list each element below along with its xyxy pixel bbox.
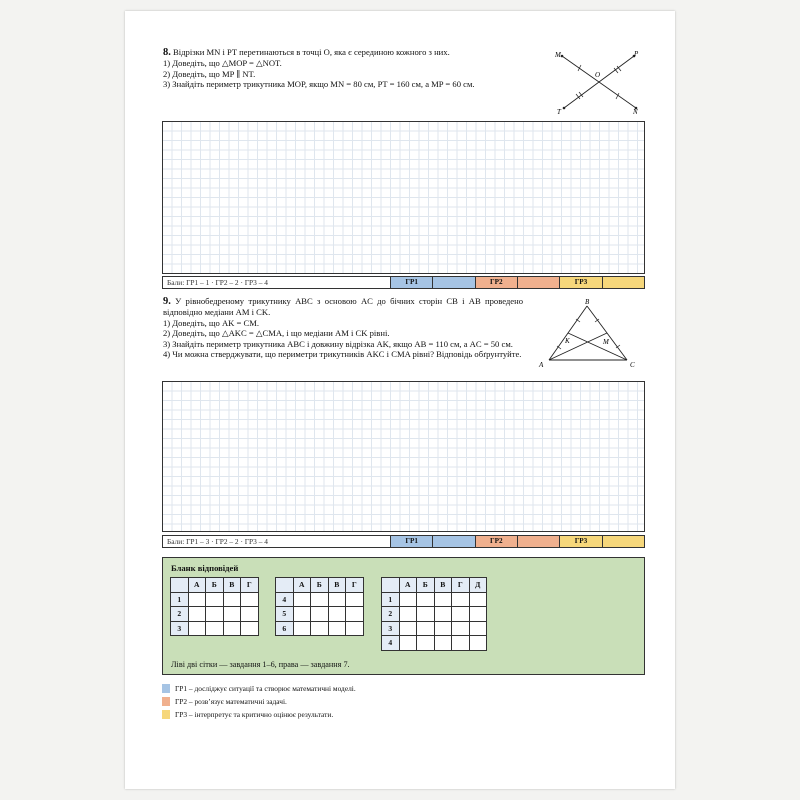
option-header: А bbox=[188, 578, 206, 593]
legend-swatch bbox=[162, 710, 170, 719]
legend-text: ГР1 – досліджує ситуації та створює математичні моделі. bbox=[175, 684, 356, 693]
answer-checkbox-cell[interactable] bbox=[452, 636, 470, 651]
answer-checkbox-cell[interactable] bbox=[328, 592, 346, 607]
question-number: 6 bbox=[276, 621, 294, 636]
task-9-intro: У рівнобедреному трикутнику ABC з основою AC до бічних сторін CB і AB проведено відповідно медіани AM і CK. bbox=[163, 296, 523, 318]
question-number: 1 bbox=[382, 592, 400, 607]
legend-swatch bbox=[162, 697, 170, 706]
answer-checkbox-cell[interactable] bbox=[469, 607, 487, 622]
option-header: Г bbox=[241, 578, 259, 593]
answer-checkbox-cell[interactable] bbox=[399, 592, 417, 607]
fig8-label-n: N bbox=[633, 108, 638, 116]
fig9-label-b: B bbox=[585, 298, 590, 306]
answer-checkbox-cell[interactable] bbox=[346, 607, 364, 622]
question-number: 3 bbox=[382, 621, 400, 636]
task-8-number: 8. bbox=[163, 47, 171, 58]
answer-checkbox-cell[interactable] bbox=[293, 592, 311, 607]
question-number: 2 bbox=[382, 607, 400, 622]
answer-checkbox-cell[interactable] bbox=[417, 607, 435, 622]
answer-checkbox-cell[interactable] bbox=[346, 592, 364, 607]
answer-checkbox-cell[interactable] bbox=[311, 592, 329, 607]
answer-checkbox-cell[interactable] bbox=[188, 621, 206, 636]
answer-checkbox-cell[interactable] bbox=[469, 621, 487, 636]
answer-checkbox-cell[interactable] bbox=[452, 621, 470, 636]
option-header: Б bbox=[206, 578, 224, 593]
question-number: 3 bbox=[171, 621, 189, 636]
question-number: 1 bbox=[171, 592, 189, 607]
option-header: В bbox=[223, 578, 241, 593]
option-header: А bbox=[293, 578, 311, 593]
task-9-question-3: 3) Знайдіть периметр трикутника ABC і довжину відрізка AK, якщо AB = 110 см, а AC = 50 см. bbox=[163, 338, 513, 349]
answer-checkbox-cell[interactable] bbox=[241, 607, 259, 622]
option-header: В bbox=[328, 578, 346, 593]
task-9-gr2-score[interactable] bbox=[518, 536, 560, 547]
fig9-label-k: K bbox=[565, 337, 570, 345]
answer-checkbox-cell[interactable] bbox=[206, 607, 224, 622]
task-9-gr3-score[interactable] bbox=[603, 536, 644, 547]
task-8-question-2: 2) Доведіть, що MP ∥ NT. bbox=[163, 68, 256, 79]
answer-checkbox-cell[interactable] bbox=[434, 636, 452, 651]
table-corner-cell bbox=[171, 578, 189, 593]
legend-swatch bbox=[162, 684, 170, 693]
answer-checkbox-cell[interactable] bbox=[399, 621, 417, 636]
fig8-label-m: M bbox=[555, 51, 561, 59]
task-8-score-bar bbox=[162, 276, 645, 289]
task-9-gr1-cell[interactable]: ГР1 bbox=[391, 536, 433, 547]
answer-checkbox-cell[interactable] bbox=[188, 592, 206, 607]
legend-item bbox=[162, 697, 287, 706]
fig9-label-a: A bbox=[539, 361, 544, 369]
fig8-label-p: P bbox=[634, 50, 639, 58]
answer-table-3 bbox=[381, 577, 487, 651]
answer-checkbox-cell[interactable] bbox=[311, 607, 329, 622]
task-8-gr2-cell[interactable]: ГР2 bbox=[476, 277, 518, 288]
answer-table-2 bbox=[275, 577, 364, 636]
task-9-question-4: 4) Чи можна стверджувати, що периметри трикутників AKC і CMA рівні? Відповідь обґрунтуйте. bbox=[163, 349, 522, 360]
answer-checkbox-cell[interactable] bbox=[328, 621, 346, 636]
task-8-score-label: Бали: ГР1 – 1 · ГР2 – 2 · ГР3 – 4 bbox=[163, 277, 391, 288]
task-9 bbox=[163, 296, 523, 359]
task-9-score-bar bbox=[162, 535, 645, 548]
task-9-question-1: 1) Доведіть, що AK = CM. bbox=[163, 317, 260, 328]
task-8-gr3-score[interactable] bbox=[603, 277, 644, 288]
answer-checkbox-cell[interactable] bbox=[417, 592, 435, 607]
fig8-label-t: T bbox=[557, 108, 561, 116]
answer-checkbox-cell[interactable] bbox=[469, 592, 487, 607]
task-8-gr3-cell[interactable]: ГР3 bbox=[560, 277, 602, 288]
task-9-figure bbox=[535, 296, 645, 374]
answer-checkbox-cell[interactable] bbox=[223, 592, 241, 607]
answer-checkbox-cell[interactable] bbox=[417, 636, 435, 651]
answer-checkbox-cell[interactable] bbox=[223, 621, 241, 636]
answer-checkbox-cell[interactable] bbox=[469, 636, 487, 651]
answer-checkbox-cell[interactable] bbox=[223, 607, 241, 622]
answer-checkbox-cell[interactable] bbox=[188, 607, 206, 622]
answer-checkbox-cell[interactable] bbox=[206, 621, 224, 636]
table-corner-cell bbox=[382, 578, 400, 593]
fig9-label-c: C bbox=[630, 361, 635, 369]
option-header: Г bbox=[452, 578, 470, 593]
answer-checkbox-cell[interactable] bbox=[399, 636, 417, 651]
option-header: Д bbox=[469, 578, 487, 593]
fig9-label-m: M bbox=[603, 338, 609, 346]
answer-form-note: Ліві дві сітки — завдання 1–6, права — завдання 7. bbox=[171, 660, 350, 669]
task-8-answer-grid[interactable] bbox=[162, 121, 645, 274]
task-9-gr2-cell[interactable]: ГР2 bbox=[476, 536, 518, 547]
answer-checkbox-cell[interactable] bbox=[452, 592, 470, 607]
answer-checkbox-cell[interactable] bbox=[206, 592, 224, 607]
question-number: 5 bbox=[276, 607, 294, 622]
answer-checkbox-cell[interactable] bbox=[417, 621, 435, 636]
answer-checkbox-cell[interactable] bbox=[346, 621, 364, 636]
option-header: Б bbox=[417, 578, 435, 593]
question-number: 4 bbox=[382, 636, 400, 651]
task-9-gr1-score[interactable] bbox=[433, 536, 475, 547]
legend-item bbox=[162, 710, 333, 719]
task-8-question-1: 1) Доведіть, що △MOP = △NOT. bbox=[163, 58, 282, 69]
answer-form bbox=[162, 557, 645, 675]
option-header: А bbox=[399, 578, 417, 593]
answer-checkbox-cell[interactable] bbox=[293, 607, 311, 622]
task-8-intro: Відрізки MN і PT перетинаються в точці O, яка є серединою кожного з них. bbox=[173, 47, 450, 57]
task-9-question-2: 2) Доведіть, що △AKC = △CMA, і що медіани AM і CK рівні. bbox=[163, 328, 390, 339]
task-9-gr3-cell[interactable]: ГР3 bbox=[560, 536, 602, 547]
question-number: 4 bbox=[276, 592, 294, 607]
answer-checkbox-cell[interactable] bbox=[434, 607, 452, 622]
option-header: Г bbox=[346, 578, 364, 593]
answer-checkbox-cell[interactable] bbox=[241, 592, 259, 607]
answer-checkbox-cell[interactable] bbox=[434, 621, 452, 636]
task-8-question-3: 3) Знайдіть периметр трикутника MOP, якщо MN = 80 см, PT = 160 см, а MP = 60 см. bbox=[163, 79, 475, 90]
answer-checkbox-cell[interactable] bbox=[311, 621, 329, 636]
task-8-gr2-score[interactable] bbox=[518, 277, 560, 288]
option-header: Б bbox=[311, 578, 329, 593]
answer-form-title: Бланк відповідей bbox=[171, 563, 239, 573]
option-header: В bbox=[434, 578, 452, 593]
answer-checkbox-cell[interactable] bbox=[452, 607, 470, 622]
fig8-label-o: O bbox=[595, 71, 601, 79]
answer-checkbox-cell[interactable] bbox=[399, 607, 417, 622]
answer-table-1 bbox=[170, 577, 259, 636]
task-8-gr1-cell[interactable]: ГР1 bbox=[391, 277, 433, 288]
answer-checkbox-cell[interactable] bbox=[293, 621, 311, 636]
answer-checkbox-cell[interactable] bbox=[434, 592, 452, 607]
answer-checkbox-cell[interactable] bbox=[328, 607, 346, 622]
legend-item bbox=[162, 684, 356, 693]
answer-checkbox-cell[interactable] bbox=[241, 621, 259, 636]
legend-text: ГР3 – інтерпретує та критично оцінює результати. bbox=[175, 710, 334, 719]
task-8 bbox=[163, 47, 543, 90]
task-9-score-label: Бали: ГР1 – 3 · ГР2 – 2 · ГР3 – 4 bbox=[163, 536, 391, 547]
task-9-answer-grid[interactable] bbox=[162, 381, 645, 532]
question-number: 2 bbox=[171, 607, 189, 622]
task-8-gr1-score[interactable] bbox=[433, 277, 475, 288]
task-9-number: 9. bbox=[163, 296, 171, 307]
table-corner-cell bbox=[276, 578, 294, 593]
legend-text: ГР2 – розв’язує математичні задачі. bbox=[175, 697, 287, 706]
task-8-figure bbox=[548, 46, 648, 116]
